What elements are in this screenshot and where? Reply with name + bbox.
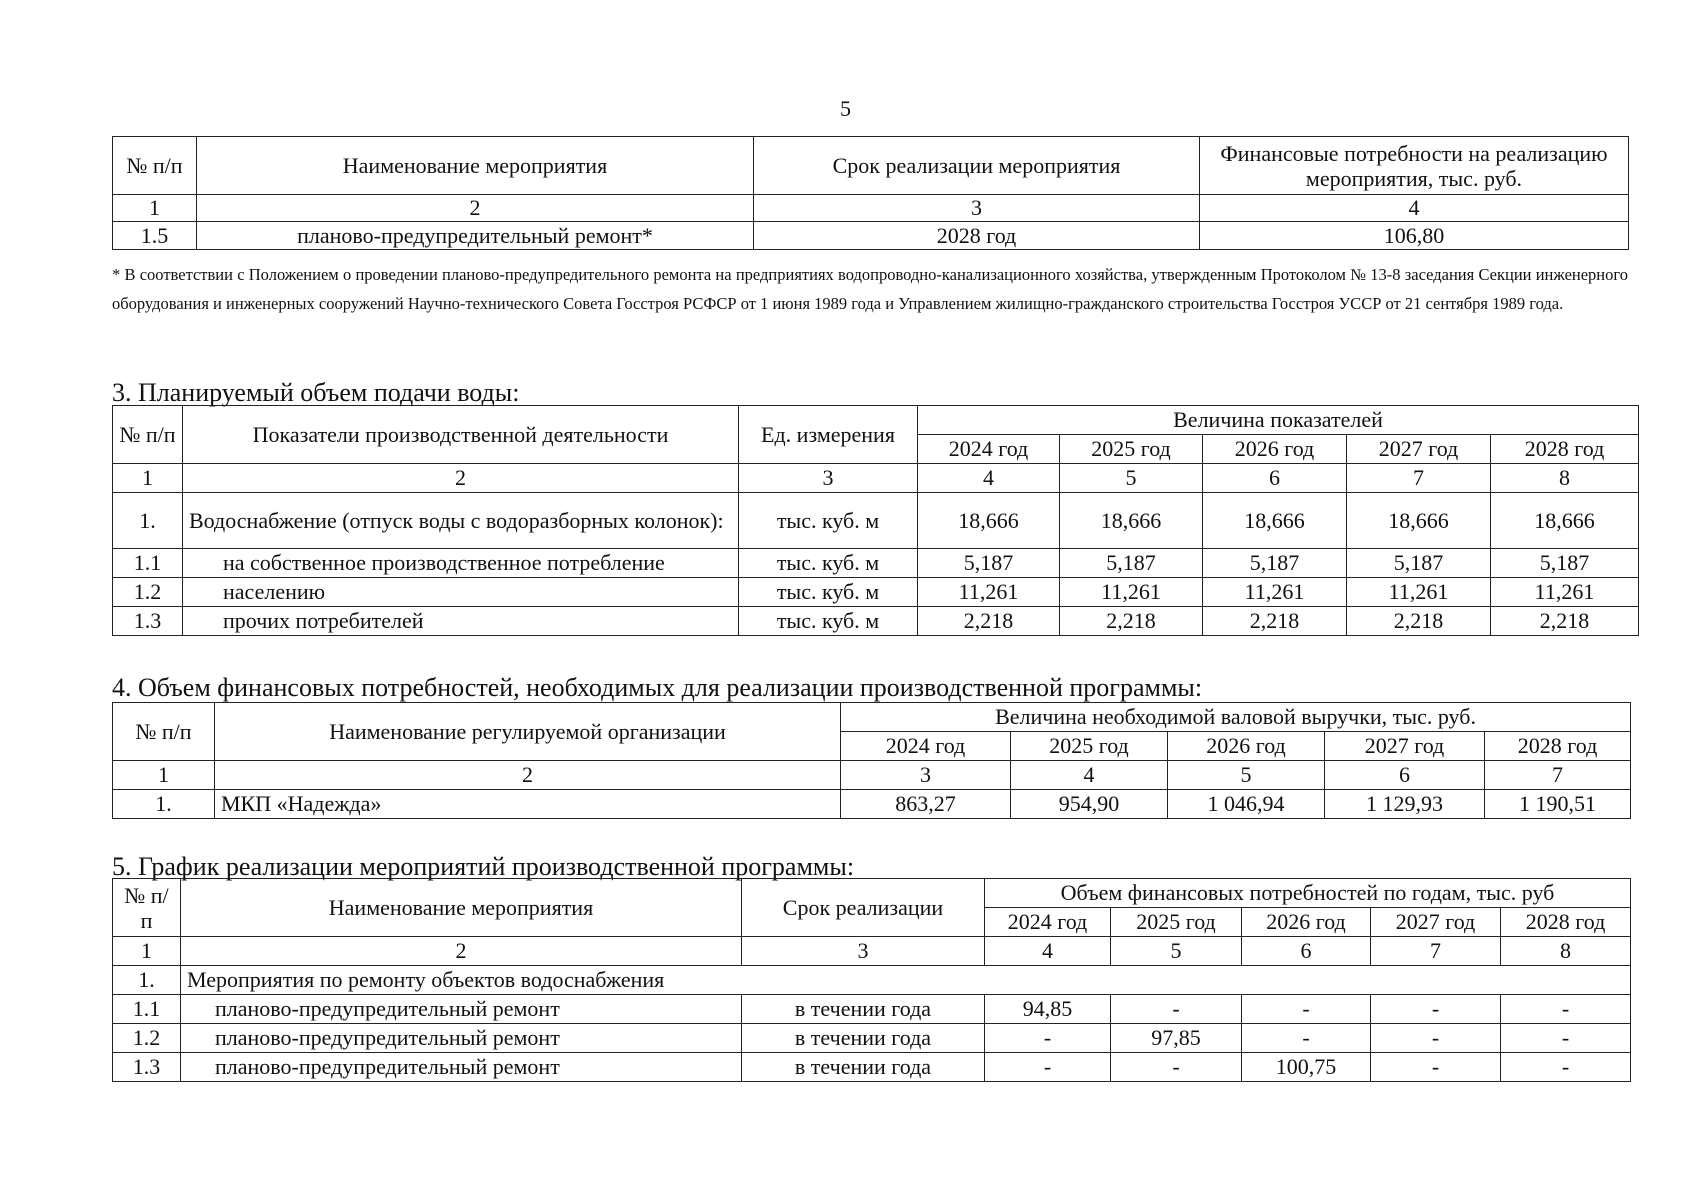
cell-event-name: планово-предупредительный ремонт bbox=[181, 1053, 742, 1082]
cell-value: 1 046,94 bbox=[1168, 790, 1325, 819]
cell-indicator: населению bbox=[183, 578, 739, 607]
table-row bbox=[113, 995, 1631, 1024]
cell-organization: МКП «Надежда» bbox=[215, 790, 841, 819]
page-number: 5 bbox=[840, 96, 851, 121]
cell-num: 1.2 bbox=[113, 578, 183, 607]
header-year: 2028 год bbox=[1485, 732, 1631, 761]
cell-group-name: Мероприятия по ремонту объектов водоснабжения bbox=[181, 966, 1631, 995]
cell-value: - bbox=[1501, 1024, 1631, 1053]
header-num: № п/п bbox=[113, 137, 197, 195]
section-5-title: 5. График реализации мероприятий производственной программы: bbox=[112, 852, 855, 881]
col-number: 3 bbox=[754, 195, 1200, 222]
header-revenue-group: Величина необходимой валовой выручки, тыс. руб. bbox=[841, 703, 1631, 732]
cell-value: 94,85 bbox=[985, 995, 1111, 1024]
cell-value: 18,666 bbox=[1060, 493, 1203, 549]
col-number: 2 bbox=[215, 761, 841, 790]
table-row bbox=[113, 790, 1631, 819]
cell-event-name: планово-предупредительный ремонт bbox=[181, 1024, 742, 1053]
cell-value: 97,85 bbox=[1111, 1024, 1242, 1053]
cell-value: 954,90 bbox=[1011, 790, 1168, 819]
cell-term: в течении года bbox=[742, 1053, 985, 1082]
col-number: 1 bbox=[113, 464, 183, 493]
cell-value: 2,218 bbox=[918, 607, 1060, 636]
col-number: 5 bbox=[1111, 937, 1242, 966]
cell-value: - bbox=[1111, 995, 1242, 1024]
cell-indicator: Водоснабжение (отпуск воды с водоразборных колонок): bbox=[183, 493, 739, 549]
col-number: 5 bbox=[1060, 464, 1203, 493]
header-year: 2028 год bbox=[1491, 435, 1639, 464]
cell-value: 100,75 bbox=[1242, 1053, 1371, 1082]
header-financial-needs: Финансовые потребности на реализацию мероприятия, тыс. руб. bbox=[1200, 137, 1629, 195]
cell-num: 1.3 bbox=[113, 1053, 181, 1082]
header-organization: Наименование регулируемой организации bbox=[215, 703, 841, 761]
cell-value: 5,187 bbox=[1060, 549, 1203, 578]
table-row bbox=[113, 1024, 1631, 1053]
cell-term: в течении года bbox=[742, 1024, 985, 1053]
table-row bbox=[113, 549, 1639, 578]
cell-value: 2,218 bbox=[1060, 607, 1203, 636]
header-year: 2024 год bbox=[918, 435, 1060, 464]
cell-term: 2028 год bbox=[754, 222, 1200, 250]
events-table-continued bbox=[112, 136, 1629, 250]
cell-value: 2,218 bbox=[1347, 607, 1491, 636]
cell-num: 1.1 bbox=[113, 995, 181, 1024]
cell-value: 18,666 bbox=[1491, 493, 1639, 549]
cell-value: - bbox=[1371, 1053, 1501, 1082]
col-number: 8 bbox=[1491, 464, 1639, 493]
cell-value: - bbox=[1371, 995, 1501, 1024]
header-year: 2026 год bbox=[1242, 908, 1371, 937]
header-term: Срок реализации bbox=[742, 879, 985, 937]
cell-value: 1 129,93 bbox=[1325, 790, 1485, 819]
cell-term: в течении года bbox=[742, 995, 985, 1024]
cell-num: 1.5 bbox=[113, 222, 197, 250]
cell-unit: тыс. куб. м bbox=[739, 607, 918, 636]
col-number: 3 bbox=[742, 937, 985, 966]
col-number: 4 bbox=[1011, 761, 1168, 790]
col-number: 5 bbox=[1168, 761, 1325, 790]
header-year: 2025 год bbox=[1111, 908, 1242, 937]
header-year: 2024 год bbox=[985, 908, 1111, 937]
header-year: 2024 год bbox=[841, 732, 1011, 761]
cell-value: 11,261 bbox=[918, 578, 1060, 607]
cell-value: - bbox=[985, 1024, 1111, 1053]
cell-value: 18,666 bbox=[918, 493, 1060, 549]
header-financial-group: Объем финансовых потребностей по годам, тыс. руб bbox=[985, 879, 1631, 908]
cell-num: 1.3 bbox=[113, 607, 183, 636]
cell-num: 1.2 bbox=[113, 1024, 181, 1053]
header-values-group: Величина показателей bbox=[918, 406, 1639, 435]
cell-value: 18,666 bbox=[1203, 493, 1347, 549]
col-number: 6 bbox=[1325, 761, 1485, 790]
header-indicator: Показатели производственной деятельности bbox=[183, 406, 739, 464]
col-number: 3 bbox=[739, 464, 918, 493]
cell-value: - bbox=[985, 1053, 1111, 1082]
header-year: 2025 год bbox=[1060, 435, 1203, 464]
col-number: 4 bbox=[1200, 195, 1629, 222]
cell-event-name: планово-предупредительный ремонт bbox=[181, 995, 742, 1024]
cell-value: 11,261 bbox=[1347, 578, 1491, 607]
cell-event-name: планово-предупредительный ремонт* bbox=[197, 222, 754, 250]
header-event-name: Наименование мероприятия bbox=[197, 137, 754, 195]
table-row bbox=[113, 966, 1631, 995]
cell-num: 1.1 bbox=[113, 549, 183, 578]
cell-value: - bbox=[1111, 1053, 1242, 1082]
header-num: № п/п bbox=[113, 406, 183, 464]
cell-value: 863,27 bbox=[841, 790, 1011, 819]
cell-value: 5,187 bbox=[1203, 549, 1347, 578]
cell-value: 18,666 bbox=[1347, 493, 1491, 549]
col-number: 7 bbox=[1371, 937, 1501, 966]
section-4-title: 4. Объем финансовых потребностей, необходимых для реализации производственной программы: bbox=[112, 673, 1203, 702]
cell-value: 1 190,51 bbox=[1485, 790, 1631, 819]
col-number: 7 bbox=[1485, 761, 1631, 790]
header-year: 2026 год bbox=[1203, 435, 1347, 464]
water-supply-table bbox=[112, 405, 1639, 636]
col-number: 1 bbox=[113, 937, 181, 966]
cell-num: 1. bbox=[113, 790, 215, 819]
col-number: 2 bbox=[197, 195, 754, 222]
header-year: 2026 год bbox=[1168, 732, 1325, 761]
header-year: 2027 год bbox=[1347, 435, 1491, 464]
col-number: 3 bbox=[841, 761, 1011, 790]
cell-unit: тыс. куб. м bbox=[739, 493, 918, 549]
col-number: 1 bbox=[113, 195, 197, 222]
cell-value: 11,261 bbox=[1060, 578, 1203, 607]
financial-needs-table bbox=[112, 702, 1631, 819]
col-number: 8 bbox=[1501, 937, 1631, 966]
col-number: 6 bbox=[1242, 937, 1371, 966]
col-number: 7 bbox=[1347, 464, 1491, 493]
col-number: 6 bbox=[1203, 464, 1347, 493]
cell-indicator: прочих потребителей bbox=[183, 607, 739, 636]
cell-value: 11,261 bbox=[1203, 578, 1347, 607]
header-year: 2027 год bbox=[1325, 732, 1485, 761]
col-number: 2 bbox=[183, 464, 739, 493]
footnote: * В соответствии с Положением о проведении планово-предупредительного ремонта на предприятиях водопроводно-канализационного хозяйства, утвержденным Протоколом № 13-8 заседания Секции инженерного оборудования и инженерных сооружений Научно-технического Совета Госстроя РСФСР от 1 июня 1989 года и Управлением жилищно-гражданского строительства Госстроя УССР от 21 сентября 1989 года. bbox=[112, 265, 1628, 313]
header-year: 2028 год bbox=[1501, 908, 1631, 937]
cell-value: 5,187 bbox=[918, 549, 1060, 578]
table-row bbox=[113, 607, 1639, 636]
cell-num: 1. bbox=[113, 493, 183, 549]
col-number: 2 bbox=[181, 937, 742, 966]
header-year: 2025 год bbox=[1011, 732, 1168, 761]
cell-value: 2,218 bbox=[1203, 607, 1347, 636]
cell-indicator: на собственное производственное потребление bbox=[183, 549, 739, 578]
table-row bbox=[113, 222, 1629, 250]
table-row bbox=[113, 493, 1639, 549]
header-num: № п/п bbox=[113, 703, 215, 761]
cell-value: - bbox=[1501, 995, 1631, 1024]
col-number: 4 bbox=[918, 464, 1060, 493]
table-row bbox=[113, 578, 1639, 607]
cell-value: 5,187 bbox=[1347, 549, 1491, 578]
cell-value: 2,218 bbox=[1491, 607, 1639, 636]
col-number: 1 bbox=[113, 761, 215, 790]
cell-value: - bbox=[1371, 1024, 1501, 1053]
schedule-table bbox=[112, 878, 1631, 1082]
cell-value: - bbox=[1501, 1053, 1631, 1082]
col-number: 4 bbox=[985, 937, 1111, 966]
cell-num: 1. bbox=[113, 966, 181, 995]
cell-unit: тыс. куб. м bbox=[739, 578, 918, 607]
header-term: Срок реализации мероприятия bbox=[754, 137, 1200, 195]
header-num: № п/п bbox=[113, 879, 181, 937]
cell-value: - bbox=[1242, 1024, 1371, 1053]
cell-value: 5,187 bbox=[1491, 549, 1639, 578]
table-row bbox=[113, 1053, 1631, 1082]
header-year: 2027 год bbox=[1371, 908, 1501, 937]
cell-amount: 106,80 bbox=[1200, 222, 1629, 250]
header-unit: Ед. измерения bbox=[739, 406, 918, 464]
cell-value: - bbox=[1242, 995, 1371, 1024]
header-event-name: Наименование мероприятия bbox=[181, 879, 742, 937]
cell-value: 11,261 bbox=[1491, 578, 1639, 607]
cell-unit: тыс. куб. м bbox=[739, 549, 918, 578]
section-3-title: 3. Планируемый объем подачи воды: bbox=[112, 378, 520, 407]
